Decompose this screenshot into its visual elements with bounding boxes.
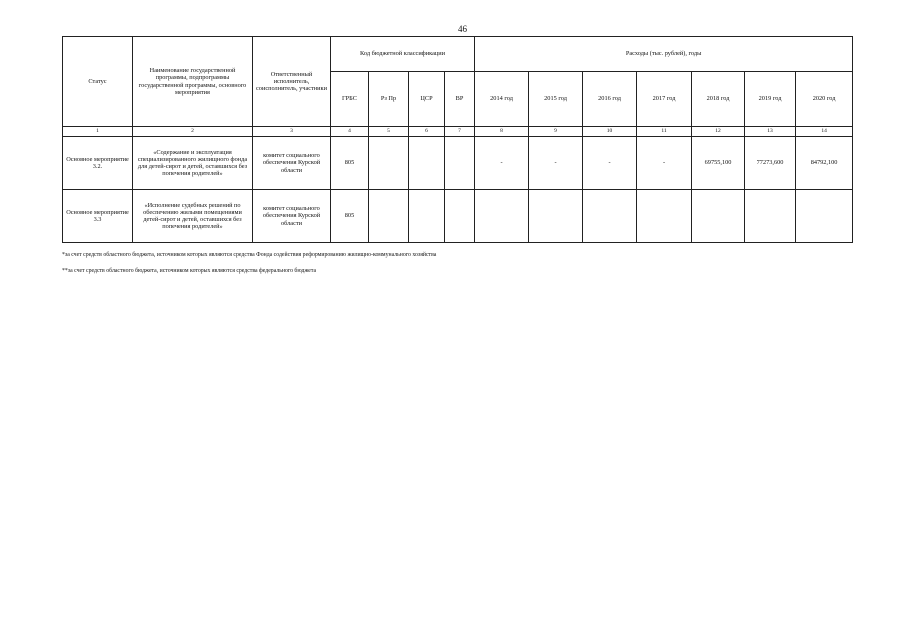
column-number-row <box>63 127 853 137</box>
column-number: 6 <box>409 127 445 137</box>
header-executor: Ответственный исполнитель, соисполнитель, участники <box>253 37 331 127</box>
column-number: 7 <box>445 127 475 137</box>
row-vr <box>445 137 475 190</box>
header-year: 2017 год <box>637 72 692 127</box>
column-number: 10 <box>583 127 637 137</box>
column-number: 12 <box>692 127 745 137</box>
header-year: 2014 год <box>475 72 529 127</box>
row-year-value <box>745 190 796 243</box>
table-row <box>63 137 853 190</box>
row-vr <box>445 190 475 243</box>
row-year-value <box>796 190 853 243</box>
header-status: Статус <box>63 37 133 127</box>
column-number: 11 <box>637 127 692 137</box>
header-year: 2015 год <box>529 72 583 127</box>
row-year-value: - <box>637 137 692 190</box>
header-code-csr: ЦСР <box>409 72 445 127</box>
column-number: 1 <box>63 127 133 137</box>
row-csr <box>409 190 445 243</box>
column-number: 14 <box>796 127 853 137</box>
row-status: Основное мероприятие 3.2. <box>63 137 133 190</box>
budget-table <box>62 36 853 243</box>
table-row <box>63 190 853 243</box>
row-rzpr <box>369 137 409 190</box>
header-expenses: Расходы (тыс. рублей), годы <box>475 37 853 72</box>
column-number: 2 <box>133 127 253 137</box>
row-name: «Содержание и эксплуатация специализированного жилищного фонда для детей-сирот и детей, оставшихся без попечения родителей» <box>133 137 253 190</box>
row-year-value <box>529 190 583 243</box>
footnote: *за счет средств областного бюджета, источником которых являются средства Фонда содействия реформированию жилищно-коммунального хозяйства <box>62 252 437 258</box>
row-year-value <box>475 190 529 243</box>
row-year-value: - <box>583 137 637 190</box>
row-status: Основное мероприятие 3.3 <box>63 190 133 243</box>
row-csr <box>409 137 445 190</box>
row-rzpr <box>369 190 409 243</box>
header-year: 2016 год <box>583 72 637 127</box>
row-year-value: - <box>529 137 583 190</box>
column-number: 8 <box>475 127 529 137</box>
row-executor: комитет социального обеспечения Курской области <box>253 137 331 190</box>
header-code-rzpr: Рз Пр <box>369 72 409 127</box>
header-code-grbs: ГРБС <box>331 72 369 127</box>
row-year-value: 77273,600 <box>745 137 796 190</box>
header-budget-code: Код бюджетной классификации <box>331 37 475 72</box>
header-year: 2020 год <box>796 72 853 127</box>
row-year-value <box>583 190 637 243</box>
row-executor: комитет социального обеспечения Курской области <box>253 190 331 243</box>
header-name: Наименование государственной программы, подпрограммы государственной программы, основного мероприятия <box>133 37 253 127</box>
row-name: «Исполнение судебных решений по обеспечению жилыми помещениями детей-сирот и детей, оставшихся без попечения родителей» <box>133 190 253 243</box>
page-number: 46 <box>458 24 467 34</box>
row-grbs: 805 <box>331 137 369 190</box>
column-number: 13 <box>745 127 796 137</box>
row-grbs: 805 <box>331 190 369 243</box>
column-number: 4 <box>331 127 369 137</box>
footnote: **за счет средств областного бюджета, источником которых являются средства федерального бюджета <box>62 268 317 274</box>
row-year-value: - <box>475 137 529 190</box>
header-year: 2019 год <box>745 72 796 127</box>
row-year-value <box>637 190 692 243</box>
column-number: 9 <box>529 127 583 137</box>
column-number: 5 <box>369 127 409 137</box>
row-year-value: 69755,100 <box>692 137 745 190</box>
row-year-value <box>692 190 745 243</box>
header-row <box>63 37 853 72</box>
row-year-value: 84792,100 <box>796 137 853 190</box>
header-year: 2018 год <box>692 72 745 127</box>
header-code-vr: ВР <box>445 72 475 127</box>
column-number: 3 <box>253 127 331 137</box>
